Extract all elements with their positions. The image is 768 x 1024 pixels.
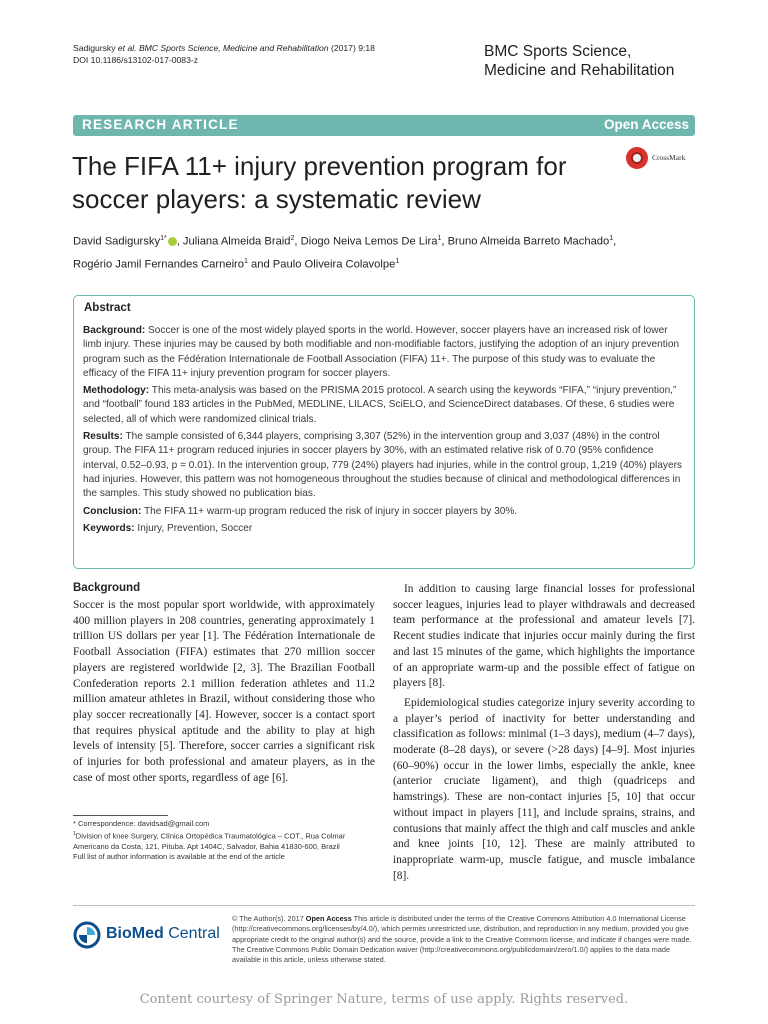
abstract-heading: Abstract [84, 302, 131, 314]
citation-header [73, 42, 375, 66]
citation-details: (2017) 9:18 [330, 43, 375, 53]
author-name: Rogério Jamil Fernandes Carneiro [73, 258, 244, 271]
author-affiliation-marker: 1 [244, 257, 248, 265]
journal-name-line2: Medicine and Rehabilitation [484, 62, 675, 79]
abstract-background: Background: Soccer is one of the most widely played sports in the world. However, soccer players have an increased risk of lower limb injury. These injuries may be caused by both modifiable and non-modifiable factors, justifying the adoption of an injury prevention program such as the Fédération Internationale de Football Association (FIFA) 11+. The purpose of this study was to evaluate the efficacy of the FIFA 11+ injury prevention program for soccer players. [83, 325, 680, 379]
citation-etal: et al. [117, 43, 137, 53]
crossmark-icon [626, 147, 648, 169]
license-divider [73, 905, 695, 906]
abstract-keywords: Keywords: Injury, Prevention, Soccer [83, 522, 253, 534]
author-affiliation-marker: 1* [160, 235, 167, 242]
body-column-left [73, 598, 375, 786]
section-heading-background: Background [73, 582, 141, 594]
abstract-methodology: Methodology: This meta-analysis was based on the PRISMA 2015 protocol. A search using the keywords “FIFA,” “injury prevention,” and “football” found 183 articles in the PubMed, MEDLINE, LILACS, SciELO, and ScienceDirect databases. Of these, 6 studies were selected, all of which were randomized clinical trials. [83, 385, 677, 425]
author-affiliation-marker: 1 [437, 235, 442, 242]
open-access-label: Open Access [603, 117, 689, 132]
biomed-central-wordmark: BioMed Central [106, 925, 220, 942]
body-paragraph: Soccer is the most popular sport worldwide, with approximately 400 million players in 208 countries, generating approximately 1 trillion US dollars per year [1]. The Fédération Internationale de Football Association (FIFA) estimates that 270 million soccer players are registered worldwide [2, 3]. The Brazilian Football Confederation reports 2.1 million federation athletes and 11.2 million amateur athletes in Brazil, without considering those who play soccer recreationally [4]. However, soccer is a contact sport that requires physical aptitude and the ability to play at high levels of intensity [5]. Therefore, soccer carries a significant risk of injuries for both professional and amateur players, as in the case of most other sports, regardless of age [6]. [73, 599, 375, 784]
journal-name-line1: BMC Sports Science, [484, 43, 632, 60]
abstract-conclusion: Conclusion: The FIFA 11+ warm-up program reduced the risk of injury in soccer players by 30%. [83, 505, 518, 517]
orcid-icon[interactable] [168, 237, 177, 246]
author-list: David Sadigursky$^{1*}$ , Juliana Almeida Braid$^2$, Diogo Neiva Lemos De Lira$^1$, Bruno Almeida Barreto Machado$^1$, Rogério Jamil Fernandes Carneiro$^1$ and Paulo Oliveira Colavolpe$^1$ [73, 235, 617, 271]
author-name: Bruno Almeida Barreto Machado [447, 235, 610, 248]
doi-link[interactable]: DOI 10.1186/s13102-017-0083-z [73, 55, 199, 65]
correspondence-note[interactable]: * Correspondence: davidsad@gmail.com [73, 819, 210, 828]
author-info-note: Full list of author information is available at the end of the article [73, 852, 285, 862]
author-name: Juliana Almeida Braid [182, 235, 291, 248]
abstract-box [73, 295, 695, 569]
biomed-central-icon [73, 921, 101, 949]
body-paragraph: In addition to causing large financial losses for professional soccer leagues, injuries lead to player withdrawals and decreased team performance at the professional and amateur levels [7]. Recent studies indicate that injuries occur mainly during the first and last 15 minutes of the game, which highlights the importance of an appropriate warm-up and the possible effect of fatigue on players [8]. [393, 583, 695, 690]
article-type-label: RESEARCH ARTICLE [82, 117, 239, 132]
journal-name [484, 42, 694, 80]
abstract-results: Results: The sample consisted of 6,344 players, comprising 3,307 (52%) in the intervention group and 3,037 (48%) in the control group. The FIFA 11+ program reduced injuries in soccer players by 30%, with an estimated relative risk of 0.70 (95% confidence interval, 0.52–0.93, p = 0.01). In the intervention group, 779 (24%) players had injuries, while in the control group, 1,219 (40%) players had injuries. However, this pattern was not homogeneous throughout the studies because of clinical and methodological differences in the samples. This study showed no publication bias. [83, 431, 682, 500]
article-type-banner [73, 115, 695, 136]
footnote-divider [73, 815, 168, 816]
footnotes [73, 819, 373, 862]
affiliation-note: $^1$Division of knee Surgery, Clínica Ortopédica Traumatológica – COT., Rua Colmar Americano da Costa, 121, Pituba. Apt 1404C, Salvador, Bahia 41830-600, Brazil [73, 831, 346, 851]
author-affiliation-marker: 1 [609, 235, 614, 242]
author-name: Diogo Neiva Lemos De Lira [300, 235, 438, 248]
article-title: The FIFA 11+ injury prevention program for soccer players: a systematic review [72, 151, 567, 214]
author-affiliation-marker: 2 [290, 235, 295, 242]
citation-authors: Sadigursky [73, 43, 118, 53]
courtesy-watermark: Content courtesy of Springer Nature, terms of use apply. Rights reserved. [139, 992, 629, 1007]
license-statement: © The Author(s). 2017 Open Access This article is distributed under the terms of the Creative Commons Attribution 4.0 International License (http://creativecommons.org/licenses/by/4.0/), which permits unrestricted use, distribution, and reproduction in any medium, provided you give appropriate credit to the original author(s) and the source, provide a link to the Creative Commons license, and indicate if changes were made. The Creative Commons Public Domain Dedication waiver (http://creativecommons.org/publicdomain/zero/1.0/) applies to the data made available in this article, unless otherwise stated. [232, 914, 692, 965]
body-paragraph: Epidemiological studies categorize injury severity according to a player’s period of inactivity for better understanding and classification as follows: minimal (1–3 days), medium (4–7 days), moderate (8–28 days), or severe (>28 days) [4–9]. Most injuries (60–90%) occur in the lower limbs, especially the ankle, knee (anterior cruciate ligament), and thigh (quadriceps and hamstrings). These are non-contact injuries [5, 10] that occur without impact in players [11], and include sprains, strains, and contusions that mainly affect the thigh and calf muscles and ankle and knee joints [10, 12]. These are mainly attributed to inappropriate warm-up, muscle fatigue, and muscle imbalance [8]. [393, 696, 695, 882]
author-name: David Sadigursky [73, 235, 161, 248]
author-affiliation-marker: 1 [395, 257, 400, 265]
crossmark-label: CrossMark [652, 153, 686, 162]
citation-journal: BMC Sports Science, Medicine and Rehabilitation [138, 43, 329, 53]
body-column-right [393, 582, 695, 884]
biomed-central-logo[interactable] [73, 921, 223, 949]
crossmark-badge[interactable] [626, 147, 698, 173]
author-name: Paulo Oliveira Colavolpe [272, 258, 396, 271]
abstract-body [83, 324, 687, 539]
